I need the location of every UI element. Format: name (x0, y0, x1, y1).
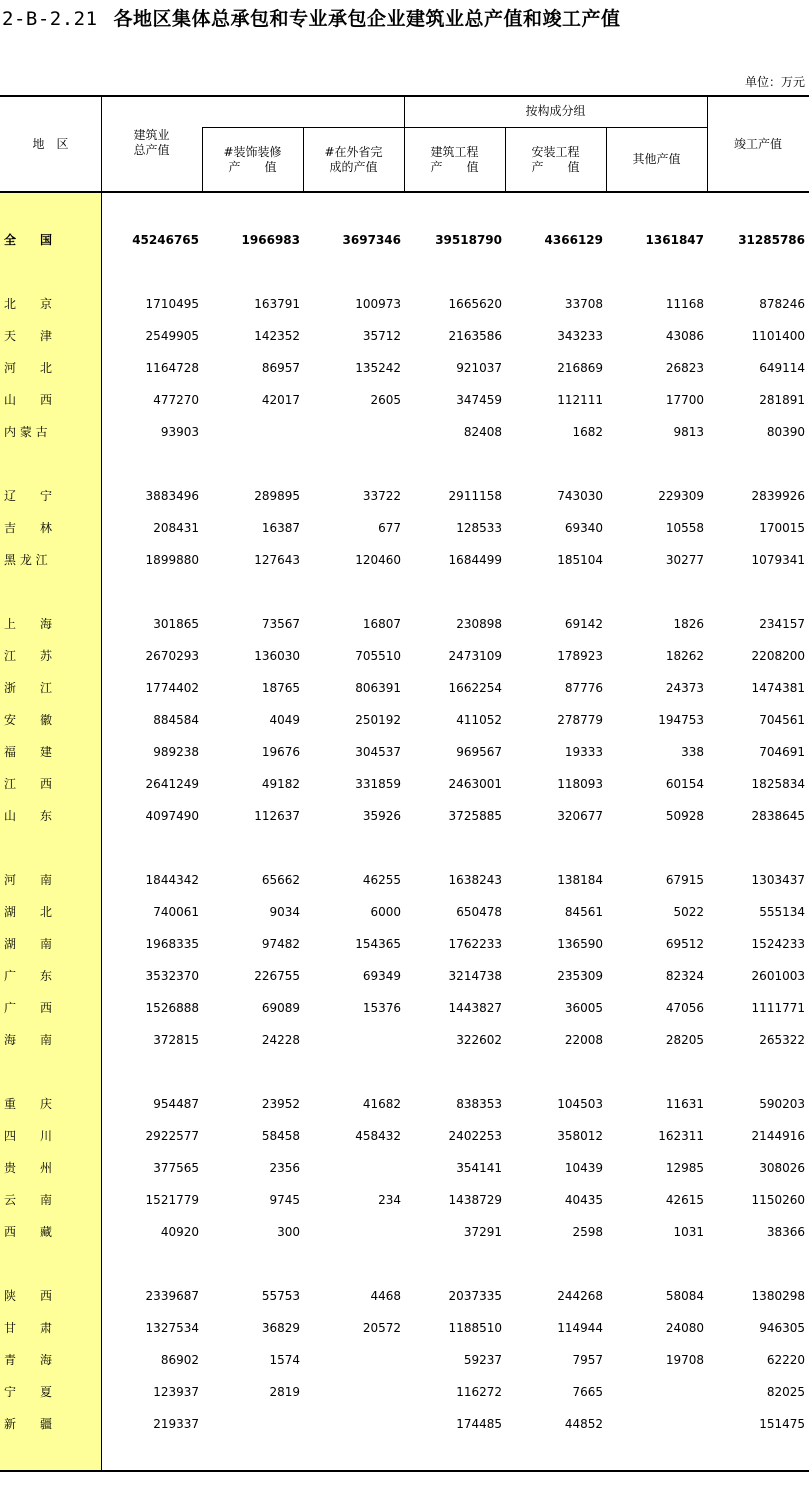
value-cell-completed: 878246 (759, 297, 805, 311)
value-cell-construction: 2911158 (448, 489, 502, 503)
value-cell-installation: 743030 (557, 489, 603, 503)
value-cell-decoration: 226755 (254, 969, 300, 983)
value-cell-completed: 2838645 (751, 809, 805, 823)
region-cell: 广 东 (4, 969, 53, 983)
region-column-bg (0, 192, 101, 1471)
value-cell-decoration: 136030 (254, 649, 300, 663)
table-code: 2-B-2.21 (2, 8, 98, 30)
value-cell-other: 18262 (665, 649, 704, 663)
header-region: 地 区 (32, 137, 69, 151)
value-cell-decoration: 300 (277, 1225, 300, 1239)
header-other: 其他产值 (632, 152, 681, 166)
value-cell-outside-province: 15376 (362, 1001, 401, 1015)
group-header-rule (202, 127, 707, 128)
value-cell-outside-province: 20572 (362, 1321, 401, 1335)
header-outside-province: #在外省完 成的产值 (324, 145, 383, 174)
value-cell-construction: 3214738 (448, 969, 502, 983)
value-cell-outside-province: 304537 (355, 745, 401, 759)
value-cell-other: 58084 (665, 1289, 704, 1303)
region-cell: 安 徽 (4, 713, 53, 727)
value-cell-total: 2549905 (145, 329, 199, 343)
value-cell-construction: 174485 (456, 1417, 502, 1431)
value-cell-completed: 1101400 (751, 329, 805, 343)
value-cell-decoration: 24228 (261, 1033, 300, 1047)
value-cell-completed: 590203 (759, 1097, 805, 1111)
value-cell-total: 377565 (153, 1161, 199, 1175)
value-cell-installation: 69142 (564, 617, 603, 631)
value-cell-construction: 1188510 (448, 1321, 502, 1335)
value-cell-completed: 31285786 (738, 233, 805, 247)
region-cell: 广 西 (4, 1001, 53, 1015)
value-cell-installation: 114944 (557, 1321, 603, 1335)
value-cell-other: 19708 (665, 1353, 704, 1367)
value-cell-installation: 44852 (564, 1417, 603, 1431)
value-cell-decoration: 2356 (269, 1161, 300, 1175)
value-cell-installation: 7957 (572, 1353, 603, 1367)
value-cell-total: 1844342 (145, 873, 199, 887)
value-cell-other (609, 1416, 704, 1432)
value-cell-completed: 82025 (766, 1385, 805, 1399)
value-cell-completed: 170015 (759, 521, 805, 535)
value-cell-total: 40920 (160, 1225, 199, 1239)
value-cell-outside-province (306, 1384, 401, 1400)
value-cell-other: 30277 (665, 553, 704, 567)
value-cell-outside-province: 33722 (362, 489, 401, 503)
value-cell-other: 69512 (665, 937, 704, 951)
value-cell-completed: 1079341 (751, 553, 805, 567)
value-cell-total: 1526888 (145, 1001, 199, 1015)
region-cell: 湖 北 (4, 905, 53, 919)
value-cell-construction: 347459 (456, 393, 502, 407)
value-cell-outside-province: 16807 (362, 617, 401, 631)
value-cell-completed: 1303437 (751, 873, 805, 887)
value-cell-installation: 36005 (564, 1001, 603, 1015)
value-cell-decoration: 4049 (269, 713, 300, 727)
region-cell: 宁 夏 (4, 1385, 53, 1399)
value-cell-other: 12985 (665, 1161, 704, 1175)
value-cell-other: 1031 (673, 1225, 704, 1239)
value-cell-completed: 649114 (759, 361, 805, 375)
value-cell-installation: 235309 (557, 969, 603, 983)
region-cell: 重 庆 (4, 1097, 53, 1111)
region-cell: 甘 肃 (4, 1321, 53, 1335)
value-cell-total: 1327534 (145, 1321, 199, 1335)
value-cell-outside-province: 100973 (355, 297, 401, 311)
value-cell-installation: 22008 (564, 1033, 603, 1047)
value-cell-installation: 136590 (557, 937, 603, 951)
value-cell-outside-province: 250192 (355, 713, 401, 727)
value-cell-outside-province: 46255 (362, 873, 401, 887)
value-cell-installation: 4366129 (544, 233, 603, 247)
value-cell-decoration: 112637 (254, 809, 300, 823)
header-decoration: #装饰装修 产 值 (223, 145, 282, 174)
page-title (2, 4, 621, 31)
value-cell-other: 43086 (665, 329, 704, 343)
value-cell-decoration: 9745 (269, 1193, 300, 1207)
value-cell-outside-province: 41682 (362, 1097, 401, 1111)
value-cell-total: 3532370 (145, 969, 199, 983)
value-cell-decoration: 163791 (254, 297, 300, 311)
value-cell-installation: 185104 (557, 553, 603, 567)
value-cell-total: 1164728 (145, 361, 199, 375)
table-title: 各地区集体总承包和专业承包企业建筑业总产值和竣工产值 (113, 8, 621, 30)
region-cell: 江 西 (4, 777, 53, 791)
value-cell-construction: 322602 (456, 1033, 502, 1047)
region-cell: 贵 州 (4, 1161, 53, 1175)
region-cell: 福 建 (4, 745, 53, 759)
value-cell-decoration: 65662 (261, 873, 300, 887)
value-cell-decoration: 97482 (261, 937, 300, 951)
value-cell-outside-province: 35712 (362, 329, 401, 343)
value-cell-installation: 104503 (557, 1097, 603, 1111)
value-cell-completed: 2208200 (751, 649, 805, 663)
value-cell-decoration (205, 1416, 300, 1432)
value-cell-outside-province (306, 1416, 401, 1432)
value-cell-other: 1826 (673, 617, 704, 631)
value-cell-other: 338 (681, 745, 704, 759)
value-cell-outside-province (306, 1224, 401, 1240)
value-cell-other: 24080 (665, 1321, 704, 1335)
value-cell-construction: 2473109 (448, 649, 502, 663)
value-cell-decoration: 2819 (269, 1385, 300, 1399)
region-cell: 江 苏 (4, 649, 53, 663)
value-cell-outside-province: 4468 (370, 1289, 401, 1303)
value-cell-other: 17700 (665, 393, 704, 407)
unit-label: 单位：万元 (744, 75, 805, 89)
value-cell-completed: 80390 (766, 425, 805, 439)
value-cell-outside-province: 135242 (355, 361, 401, 375)
value-cell-other: 10558 (665, 521, 704, 535)
value-cell-total: 2670293 (145, 649, 199, 663)
value-cell-total: 219337 (153, 1417, 199, 1431)
value-cell-completed: 2839926 (751, 489, 805, 503)
region-cell: 陕 西 (4, 1289, 53, 1303)
value-cell-construction: 2037335 (448, 1289, 502, 1303)
value-cell-installation: 112111 (557, 393, 603, 407)
value-cell-installation: 320677 (557, 809, 603, 823)
value-cell-other (609, 1384, 704, 1400)
region-cell: 湖 南 (4, 937, 53, 951)
region-cell: 天 津 (4, 329, 53, 343)
region-divider (101, 96, 102, 1471)
value-cell-installation: 33708 (564, 297, 603, 311)
value-cell-total: 1899880 (145, 553, 199, 567)
header-completed: 竣工产值 (733, 137, 782, 151)
table-bottom-rule (0, 1470, 809, 1472)
header-construction: 建筑工程 产 值 (430, 145, 479, 174)
value-cell-installation: 216869 (557, 361, 603, 375)
value-cell-outside-province: 677 (378, 521, 401, 535)
value-cell-decoration: 142352 (254, 329, 300, 343)
value-cell-decoration: 86957 (261, 361, 300, 375)
value-cell-outside-province: 154365 (355, 937, 401, 951)
value-cell-completed: 1380298 (751, 1289, 805, 1303)
value-cell-other: 28205 (665, 1033, 704, 1047)
header-group: 按构成分组 (525, 104, 586, 118)
value-cell-outside-province: 458432 (355, 1129, 401, 1143)
region-cell: 山 东 (4, 809, 53, 823)
region-cell: 山 西 (4, 393, 53, 407)
value-cell-construction: 116272 (456, 1385, 502, 1399)
value-cell-other: 50928 (665, 809, 704, 823)
value-cell-outside-province: 3697346 (342, 233, 401, 247)
value-cell-installation: 7665 (572, 1385, 603, 1399)
value-cell-construction: 2463001 (448, 777, 502, 791)
value-cell-completed: 1825834 (751, 777, 805, 791)
value-cell-installation: 343233 (557, 329, 603, 343)
value-cell-installation: 40435 (564, 1193, 603, 1207)
value-cell-completed: 1150260 (751, 1193, 805, 1207)
header-installation: 安装工程 产 值 (531, 145, 580, 174)
value-cell-other: 82324 (665, 969, 704, 983)
value-cell-construction: 1443827 (448, 1001, 502, 1015)
value-cell-installation: 278779 (557, 713, 603, 727)
value-cell-installation: 10439 (564, 1161, 603, 1175)
region-cell: 西 藏 (4, 1225, 53, 1239)
region-cell: 浙 江 (4, 681, 53, 695)
value-cell-other: 9813 (673, 425, 704, 439)
value-cell-construction: 1684499 (448, 553, 502, 567)
value-cell-installation: 178923 (557, 649, 603, 663)
value-cell-other: 60154 (665, 777, 704, 791)
value-cell-outside-province: 806391 (355, 681, 401, 695)
value-cell-total: 1774402 (145, 681, 199, 695)
value-cell-construction: 969567 (456, 745, 502, 759)
value-cell-completed: 704691 (759, 745, 805, 759)
value-cell-installation: 1682 (572, 425, 603, 439)
value-cell-construction: 37291 (463, 1225, 502, 1239)
value-cell-construction: 1662254 (448, 681, 502, 695)
value-cell-completed: 308026 (759, 1161, 805, 1175)
value-cell-decoration: 73567 (261, 617, 300, 631)
value-cell-construction: 411052 (456, 713, 502, 727)
value-cell-construction: 2402253 (448, 1129, 502, 1143)
value-cell-completed: 1111771 (751, 1001, 805, 1015)
value-cell-completed: 281891 (759, 393, 805, 407)
value-cell-total: 2339687 (145, 1289, 199, 1303)
value-cell-total: 2641249 (145, 777, 199, 791)
value-cell-completed: 2144916 (751, 1129, 805, 1143)
value-cell-outside-province: 2605 (370, 393, 401, 407)
value-cell-completed: 555134 (759, 905, 805, 919)
region-cell: 云 南 (4, 1193, 53, 1207)
value-cell-decoration (205, 424, 300, 440)
value-cell-outside-province: 331859 (355, 777, 401, 791)
region-cell: 上 海 (4, 617, 53, 631)
value-cell-total: 93903 (160, 425, 199, 439)
region-cell: 吉 林 (4, 521, 53, 535)
value-cell-decoration: 23952 (261, 1097, 300, 1111)
value-cell-decoration: 69089 (261, 1001, 300, 1015)
value-cell-other: 42615 (665, 1193, 704, 1207)
value-cell-total: 301865 (153, 617, 199, 631)
region-cell: 青 海 (4, 1353, 53, 1367)
value-cell-construction: 650478 (456, 905, 502, 919)
value-cell-decoration: 1574 (269, 1353, 300, 1367)
value-cell-decoration: 16387 (261, 521, 300, 535)
value-cell-other: 24373 (665, 681, 704, 695)
header-total: 建筑业 总产值 (133, 128, 170, 157)
value-cell-construction: 1665620 (448, 297, 502, 311)
value-cell-total: 2922577 (145, 1129, 199, 1143)
value-cell-construction: 1638243 (448, 873, 502, 887)
value-cell-outside-province (306, 424, 401, 440)
value-cell-installation: 19333 (564, 745, 603, 759)
value-cell-outside-province (306, 1032, 401, 1048)
value-cell-decoration: 289895 (254, 489, 300, 503)
value-cell-other: 26823 (665, 361, 704, 375)
value-cell-total: 884584 (153, 713, 199, 727)
value-cell-construction: 3725885 (448, 809, 502, 823)
value-cell-other: 162311 (658, 1129, 704, 1143)
value-cell-decoration: 42017 (261, 393, 300, 407)
value-cell-decoration: 9034 (269, 905, 300, 919)
value-cell-total: 954487 (153, 1097, 199, 1111)
value-cell-total: 123937 (153, 1385, 199, 1399)
value-cell-construction: 921037 (456, 361, 502, 375)
region-cell: 新 疆 (4, 1417, 53, 1431)
value-cell-total: 740061 (153, 905, 199, 919)
value-cell-completed: 946305 (759, 1321, 805, 1335)
value-cell-construction: 2163586 (448, 329, 502, 343)
value-cell-completed: 38366 (766, 1225, 805, 1239)
region-cell: 北 京 (4, 297, 53, 311)
value-cell-construction: 128533 (456, 521, 502, 535)
value-cell-total: 3883496 (145, 489, 199, 503)
value-cell-other: 11631 (665, 1097, 704, 1111)
value-cell-completed: 234157 (759, 617, 805, 631)
value-cell-completed: 151475 (759, 1417, 805, 1431)
value-cell-total: 86902 (160, 1353, 199, 1367)
value-cell-other: 67915 (665, 873, 704, 887)
value-cell-outside-province: 705510 (355, 649, 401, 663)
value-cell-decoration: 49182 (261, 777, 300, 791)
value-cell-completed: 265322 (759, 1033, 805, 1047)
region-cell: 河 北 (4, 361, 53, 375)
value-cell-completed: 62220 (766, 1353, 805, 1367)
value-cell-installation: 69340 (564, 521, 603, 535)
value-cell-total: 208431 (153, 521, 199, 535)
region-cell: 海 南 (4, 1033, 53, 1047)
value-cell-outside-province: 234 (378, 1193, 401, 1207)
value-cell-decoration: 58458 (261, 1129, 300, 1143)
value-cell-total: 4097490 (145, 809, 199, 823)
value-cell-outside-province (306, 1160, 401, 1176)
value-cell-installation: 358012 (557, 1129, 603, 1143)
value-cell-decoration: 1966983 (241, 233, 300, 247)
value-cell-construction: 354141 (456, 1161, 502, 1175)
value-cell-decoration: 36829 (261, 1321, 300, 1335)
region-cell: 四 川 (4, 1129, 53, 1143)
region-cell: 辽 宁 (4, 489, 53, 503)
value-cell-total: 45246765 (132, 233, 199, 247)
value-cell-outside-province: 120460 (355, 553, 401, 567)
value-cell-construction: 838353 (456, 1097, 502, 1111)
value-cell-outside-province: 35926 (362, 809, 401, 823)
value-cell-total: 477270 (153, 393, 199, 407)
region-cell: 河 南 (4, 873, 53, 887)
value-cell-construction: 82408 (463, 425, 502, 439)
region-cell: 黑 龙 江 (4, 553, 48, 567)
value-cell-decoration: 18765 (261, 681, 300, 695)
value-cell-completed: 2601003 (751, 969, 805, 983)
value-cell-total: 1521779 (145, 1193, 199, 1207)
value-cell-total: 372815 (153, 1033, 199, 1047)
value-cell-other: 11168 (665, 297, 704, 311)
value-cell-decoration: 19676 (261, 745, 300, 759)
value-cell-completed: 704561 (759, 713, 805, 727)
value-cell-completed: 1524233 (751, 937, 805, 951)
value-cell-construction: 230898 (456, 617, 502, 631)
value-cell-total: 1710495 (145, 297, 199, 311)
value-cell-outside-province (306, 1352, 401, 1368)
value-cell-other: 1361847 (645, 233, 704, 247)
value-cell-installation: 84561 (564, 905, 603, 919)
value-cell-outside-province: 69349 (362, 969, 401, 983)
region-cell: 全 国 (4, 233, 53, 247)
value-cell-construction: 39518790 (435, 233, 502, 247)
value-cell-outside-province: 6000 (370, 905, 401, 919)
value-cell-decoration: 127643 (254, 553, 300, 567)
value-cell-other: 194753 (658, 713, 704, 727)
value-cell-total: 989238 (153, 745, 199, 759)
value-cell-other: 229309 (658, 489, 704, 503)
value-cell-construction: 1762233 (448, 937, 502, 951)
value-cell-other: 47056 (665, 1001, 704, 1015)
value-cell-construction: 59237 (463, 1353, 502, 1367)
value-cell-installation: 87776 (564, 681, 603, 695)
region-cell: 内 蒙 古 (4, 425, 48, 439)
value-cell-installation: 244268 (557, 1289, 603, 1303)
value-cell-installation: 118093 (557, 777, 603, 791)
value-cell-construction: 1438729 (448, 1193, 502, 1207)
value-cell-decoration: 55753 (261, 1289, 300, 1303)
value-cell-completed: 1474381 (751, 681, 805, 695)
value-cell-total: 1968335 (145, 937, 199, 951)
value-cell-other: 5022 (673, 905, 704, 919)
value-cell-installation: 2598 (572, 1225, 603, 1239)
value-cell-installation: 138184 (557, 873, 603, 887)
